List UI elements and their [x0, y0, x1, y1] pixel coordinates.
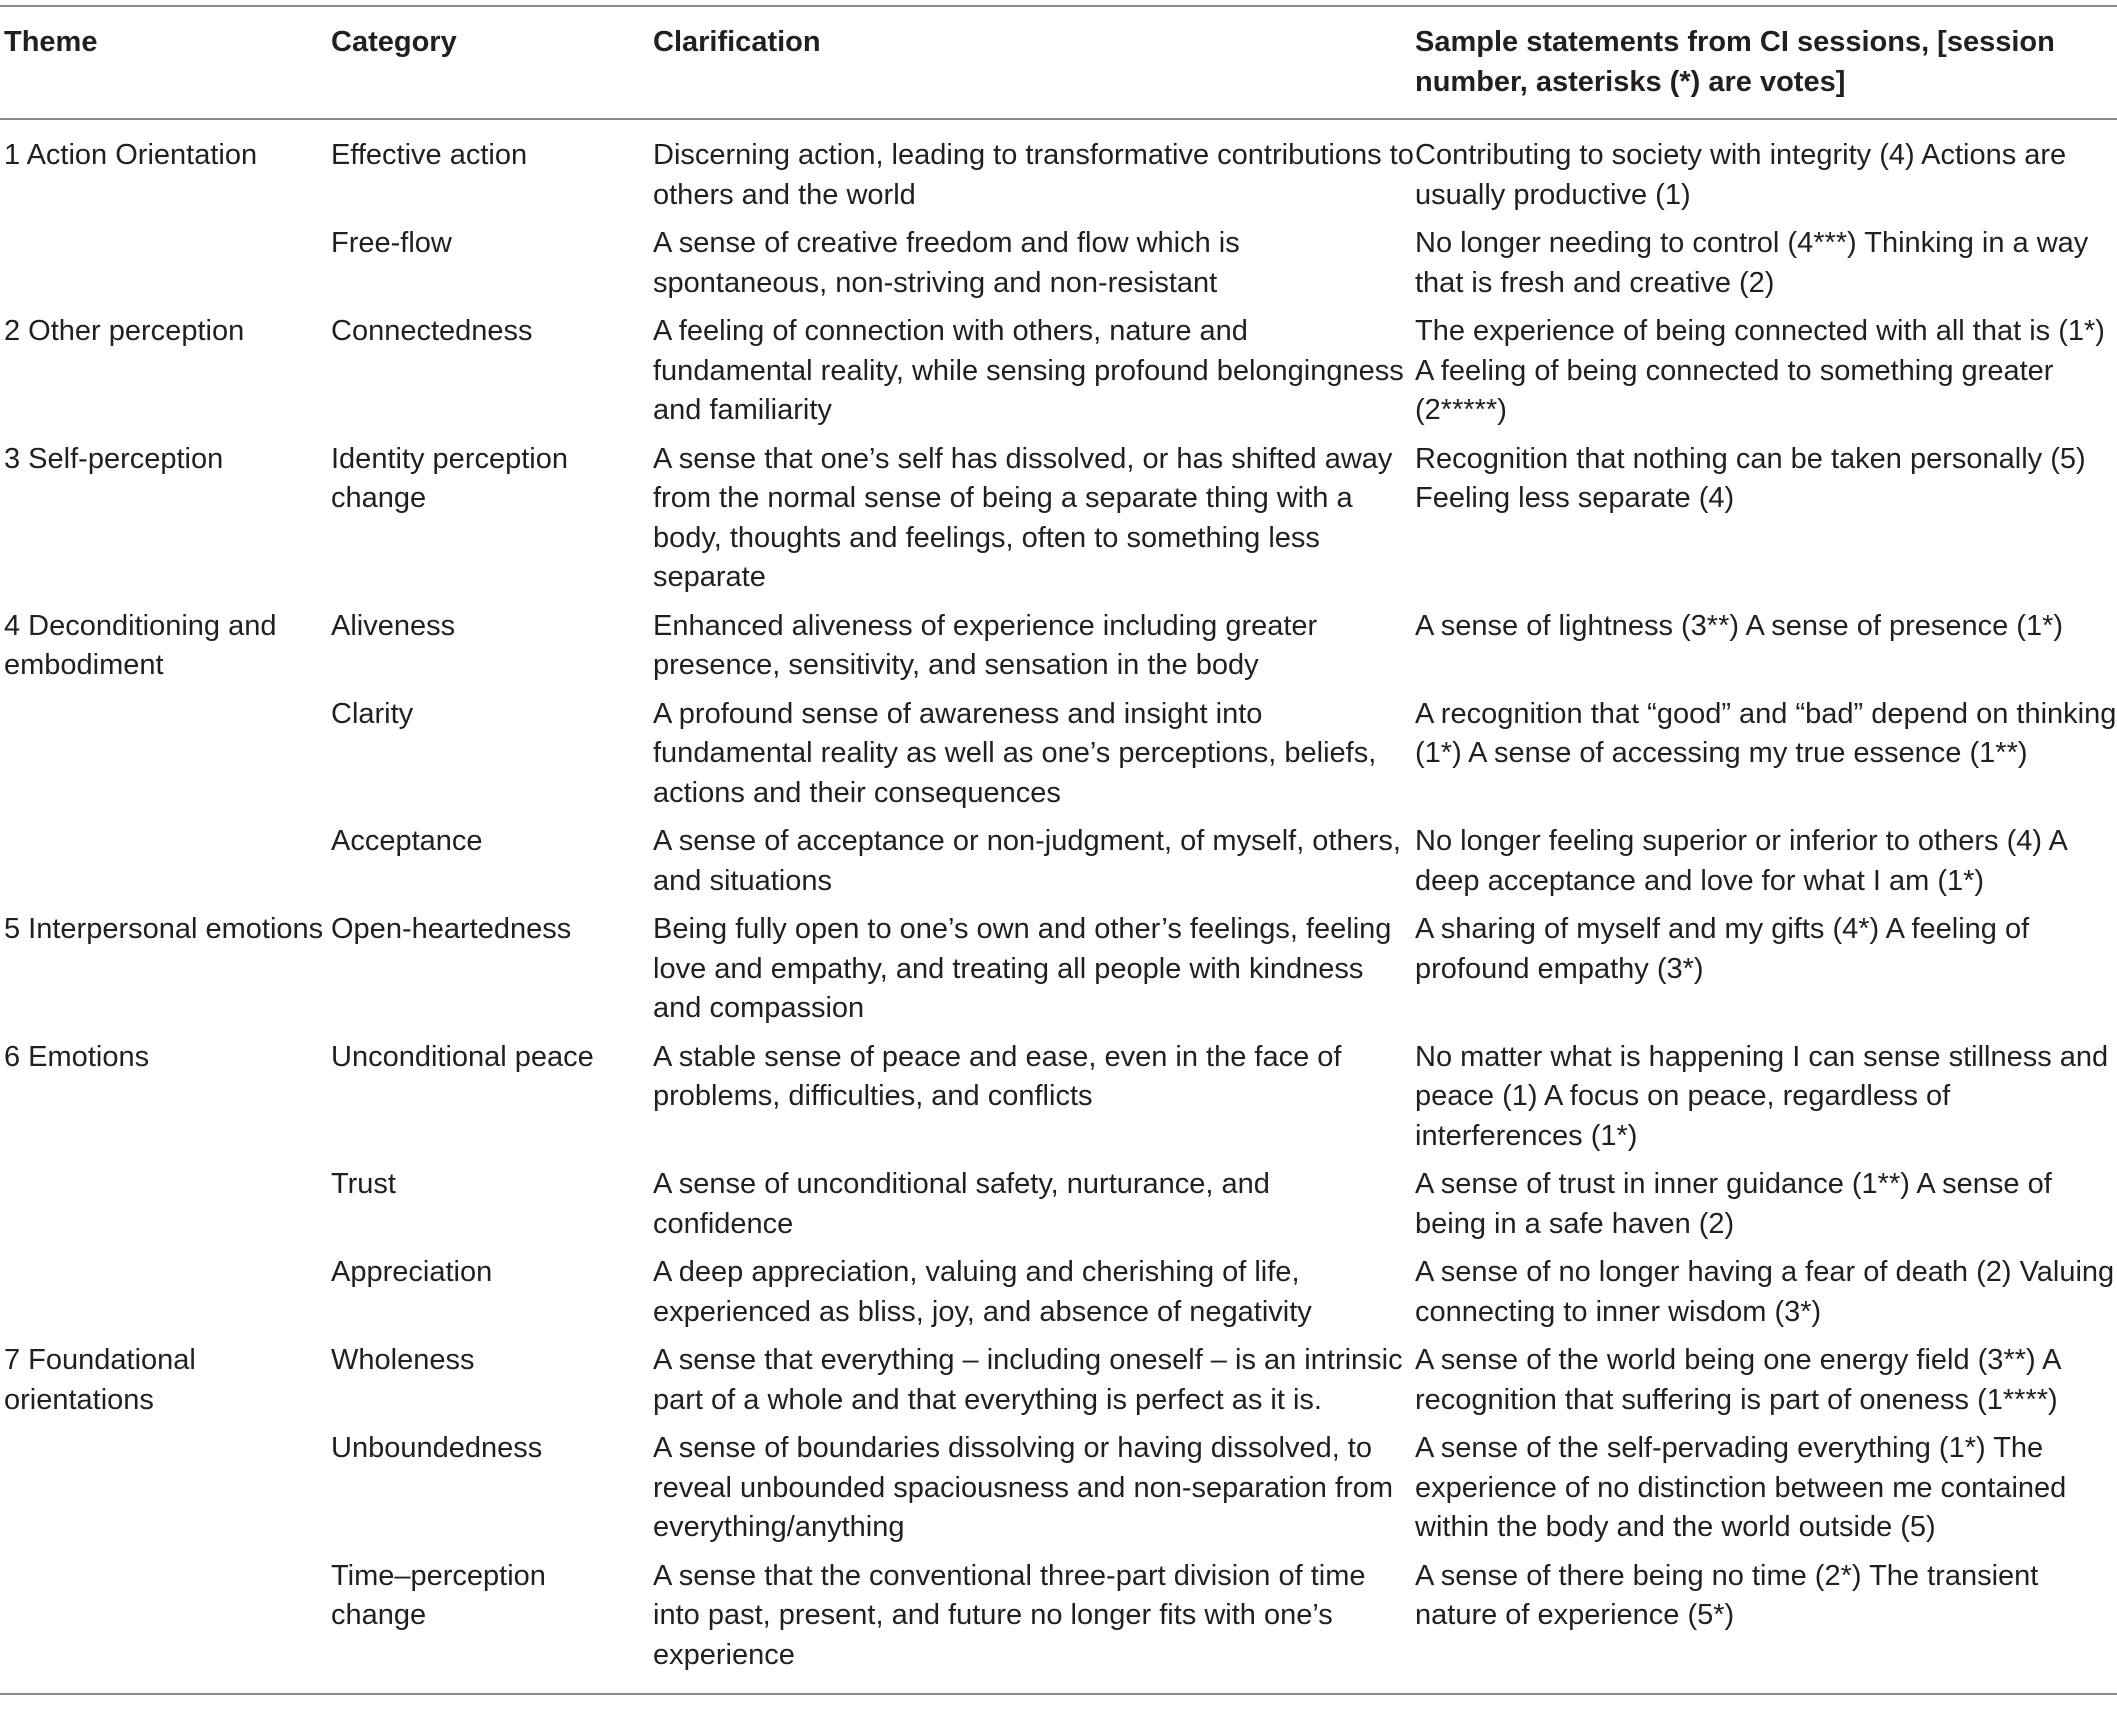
table-row — [0, 1038, 2117, 1166]
cell-clarification: A sense of boundaries dissolving or having dissolved, to reveal unbounded spaciousness and non-separation from everything/anything — [653, 1432, 1393, 1543]
header-theme: Theme — [4, 26, 98, 58]
cell-clarification: A feeling of connection with others, nature and fundamental reality, while sensing profound belongingness and familiarity — [653, 315, 1404, 426]
cell-clarification: A sense that everything – including oneself – is an intrinsic part of a whole and that everything is perfect as it is. — [653, 1344, 1403, 1416]
table-row — [0, 1429, 2117, 1557]
cell-sample: A sense of the world being one energy field (3**) A recognition that suffering is part of oneness (1****) — [1415, 1344, 2060, 1416]
header-row — [0, 6, 2117, 119]
table-row — [0, 224, 2117, 312]
cell-theme: 4 Deconditioning and embodiment — [4, 609, 277, 681]
cell-category: Wholeness — [331, 1344, 475, 1376]
cell-category: Trust — [331, 1168, 396, 1200]
cell-sample: A sense of trust in inner guidance (1**) A sense of being in a safe haven (2) — [1415, 1168, 2052, 1240]
cell-theme: 5 Interpersonal emotions — [4, 913, 324, 945]
cell-theme: 3 Self-perception — [4, 442, 224, 475]
cell-theme — [0, 224, 325, 312]
cell-sample: A sense of there being no time (2*) The transient nature of experience (5*) — [1415, 1559, 2039, 1631]
cell-category: Unconditional peace — [331, 1040, 594, 1073]
cell-clarification: Discerning action, leading to transformative contributions to others and the world — [653, 139, 1414, 211]
table-row — [0, 822, 2117, 910]
cell-sample: A recognition that “good” and “bad” depend on thinking (1*) A sense of accessing my true essence (1**) — [1415, 697, 2117, 769]
cell-sample: No longer needing to control (4***) Thinking in a way that is fresh and creative (2) — [1415, 227, 2089, 299]
cell-theme — [0, 1557, 325, 1695]
table-row — [0, 1557, 2117, 1695]
cell-sample: A sharing of myself and my gifts (4*) A feeling of profound empathy (3*) — [1415, 913, 2030, 985]
cell-clarification: A sense that the conventional three-part division of time into past, present, and future no longer fits with one’s experience — [653, 1559, 1366, 1671]
cell-clarification: A stable sense of peace and ease, even in the face of problems, difficulties, and conflicts — [653, 1040, 1342, 1112]
header-category: Category — [331, 26, 457, 58]
cell-category: Identity perception change — [331, 442, 568, 514]
cell-category: Free-flow — [331, 227, 452, 259]
table-row — [0, 695, 2117, 823]
themes-table — [0, 5, 2117, 1695]
cell-category: Unboundedness — [331, 1432, 543, 1464]
cell-sample: No matter what is happening I can sense stillness and peace (1) A focus on peace, regardless of interferences (1*) — [1415, 1040, 2109, 1152]
cell-category: Clarity — [331, 697, 414, 730]
header-sample: Sample statements from CI sessions, [session number, asterisks (*) are votes] — [1415, 26, 2055, 98]
cell-theme — [0, 1165, 325, 1253]
table-row — [0, 440, 2117, 607]
cell-sample: A sense of no longer having a fear of death (2) Valuing connecting to inner wisdom (3*) — [1415, 1256, 2115, 1328]
cell-category: Appreciation — [331, 1256, 493, 1288]
cell-clarification: A sense that one’s self has dissolved, or has shifted away from the normal sense of being a separate thing with a body, thoughts and feelings, often to something less separate — [653, 442, 1393, 593]
cell-sample: Recognition that nothing can be taken personally (5) Feeling less separate (4) — [1415, 442, 2086, 514]
table-row — [0, 1165, 2117, 1253]
cell-sample: The experience of being connected with all that is (1*) A feeling of being connected to something greater (2*****) — [1415, 315, 2105, 426]
cell-theme — [0, 695, 325, 823]
cell-category: Aliveness — [331, 609, 456, 642]
table-row — [0, 607, 2117, 695]
table-row — [0, 1253, 2117, 1341]
cell-category: Connectedness — [331, 315, 533, 347]
cell-clarification: A sense of acceptance or non-judgment, of myself, others, and situations — [653, 825, 1401, 897]
cell-sample: A sense of lightness (3**) A sense of presence (1*) — [1415, 609, 2064, 642]
cell-sample: Contributing to society with integrity (4) Actions are usually productive (1) — [1415, 139, 2067, 211]
cell-theme — [0, 822, 325, 910]
cell-sample: A sense of the self-pervading everything (1*) The experience of no distinction between me contained within the body and the world outside (5) — [1415, 1432, 2067, 1543]
cell-clarification: Being fully open to one’s own and other’s feelings, feeling love and empathy, and treating all people with kindness and compassion — [653, 913, 1392, 1024]
cell-category: Open-heartedness — [331, 913, 572, 945]
cell-theme: 6 Emotions — [4, 1040, 150, 1073]
cell-clarification: A sense of unconditional safety, nurturance, and confidence — [653, 1168, 1270, 1240]
cell-theme — [0, 1253, 325, 1341]
table-row — [0, 1341, 2117, 1429]
cell-theme: 1 Action Orientation — [4, 139, 258, 171]
header-clarification: Clarification — [653, 26, 821, 58]
table-body — [0, 119, 2117, 1694]
cell-clarification: A profound sense of awareness and insight into fundamental reality as well as one’s perceptions, beliefs, actions and their consequences — [653, 697, 1377, 809]
cell-clarification: Enhanced aliveness of experience including greater presence, sensitivity, and sensation in the body — [653, 609, 1318, 681]
table-row — [0, 910, 2117, 1038]
cell-theme: 2 Other perception — [4, 315, 245, 347]
table-row — [0, 119, 2117, 224]
cell-clarification: A sense of creative freedom and flow which is spontaneous, non-striving and non-resistant — [653, 227, 1240, 299]
table-header — [0, 6, 2117, 119]
table-row — [0, 312, 2117, 440]
cell-theme: 7 Foundational orientations — [4, 1344, 196, 1416]
cell-sample: No longer feeling superior or inferior to others (4) A deep acceptance and love for what I am (1*) — [1415, 825, 2067, 897]
cell-category: Effective action — [331, 139, 528, 171]
cell-clarification: A deep appreciation, valuing and cherishing of life, experienced as bliss, joy, and absence of negativity — [653, 1256, 1312, 1328]
cell-category: Acceptance — [331, 825, 483, 857]
cell-theme — [0, 1429, 325, 1557]
cell-category: Time–perception change — [331, 1559, 546, 1631]
